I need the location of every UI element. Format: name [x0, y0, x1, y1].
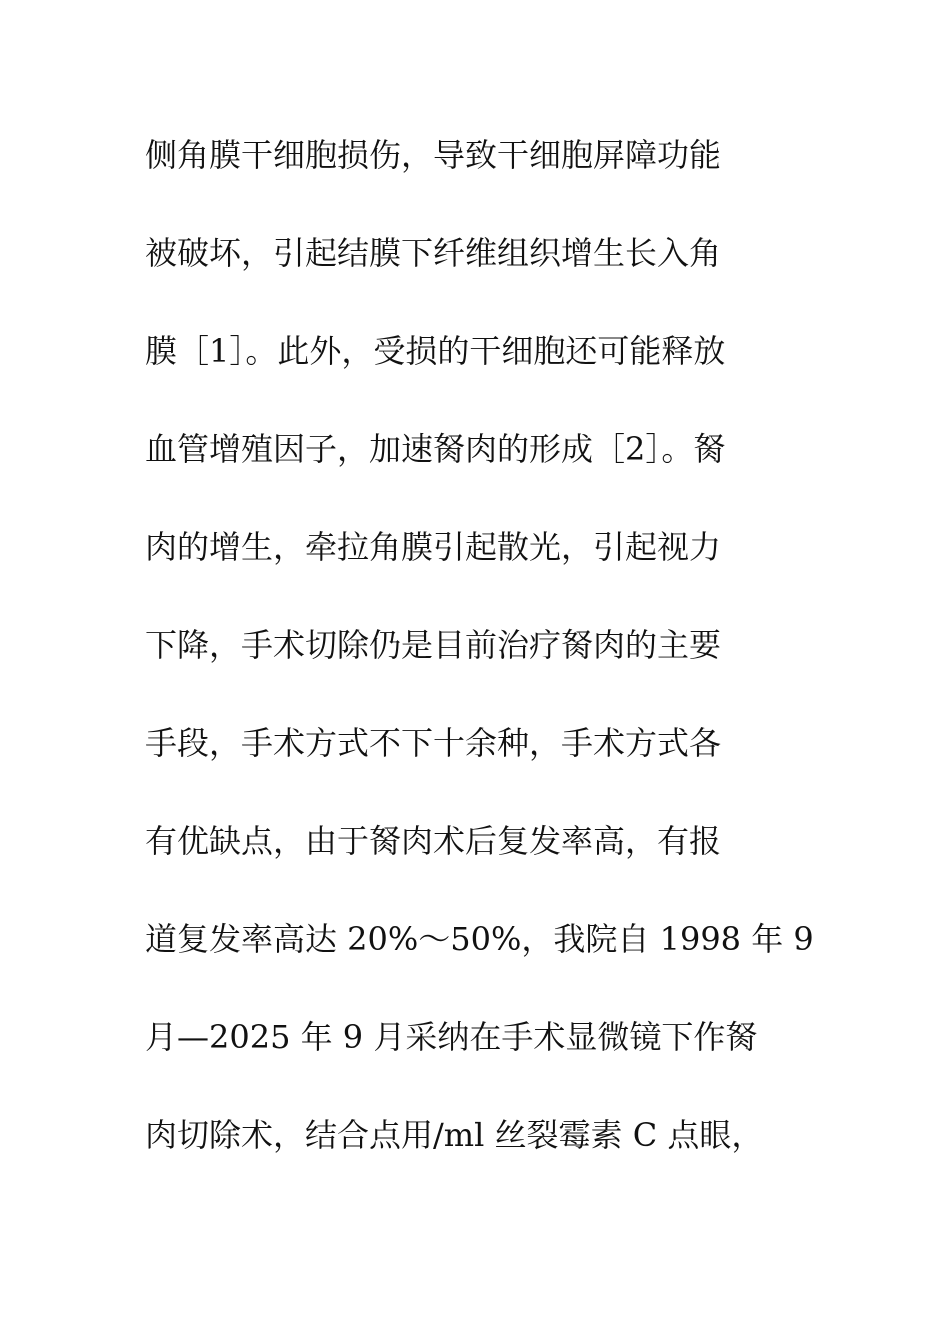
text-line: 道复发率高达 20%～50%，我院自 1998 年 9: [145, 920, 814, 958]
text-line: 肉切除术，结合点用/ml 丝裂霉素 C 点眼，: [145, 1116, 764, 1154]
text-line: 侧角膜干细胞损伤，导致干细胞屏障功能: [145, 136, 722, 174]
text-line: 下降，手术切除仍是目前治疗胬肉的主要: [145, 626, 722, 664]
body-text: [145, 125, 814, 1203]
text-line: 肉的增生，牵拉角膜引起散光，引起视力: [145, 528, 722, 566]
text-line: 血管增殖因子，加速胬肉的形成［2］。胬: [145, 430, 726, 468]
text-line: 被破坏，引起结膜下纤维组织增生长入角: [145, 234, 722, 272]
text-line: 月—2025 年 9 月采纳在手术显微镜下作胬: [145, 1018, 758, 1056]
text-line: 手段，手术方式不下十余种，手术方式各: [145, 724, 722, 762]
text-line: 有优缺点，由于胬肉术后复发率高，有报: [145, 822, 722, 860]
text-line: 膜［1］。此外，受损的干细胞还可能释放: [145, 332, 726, 370]
